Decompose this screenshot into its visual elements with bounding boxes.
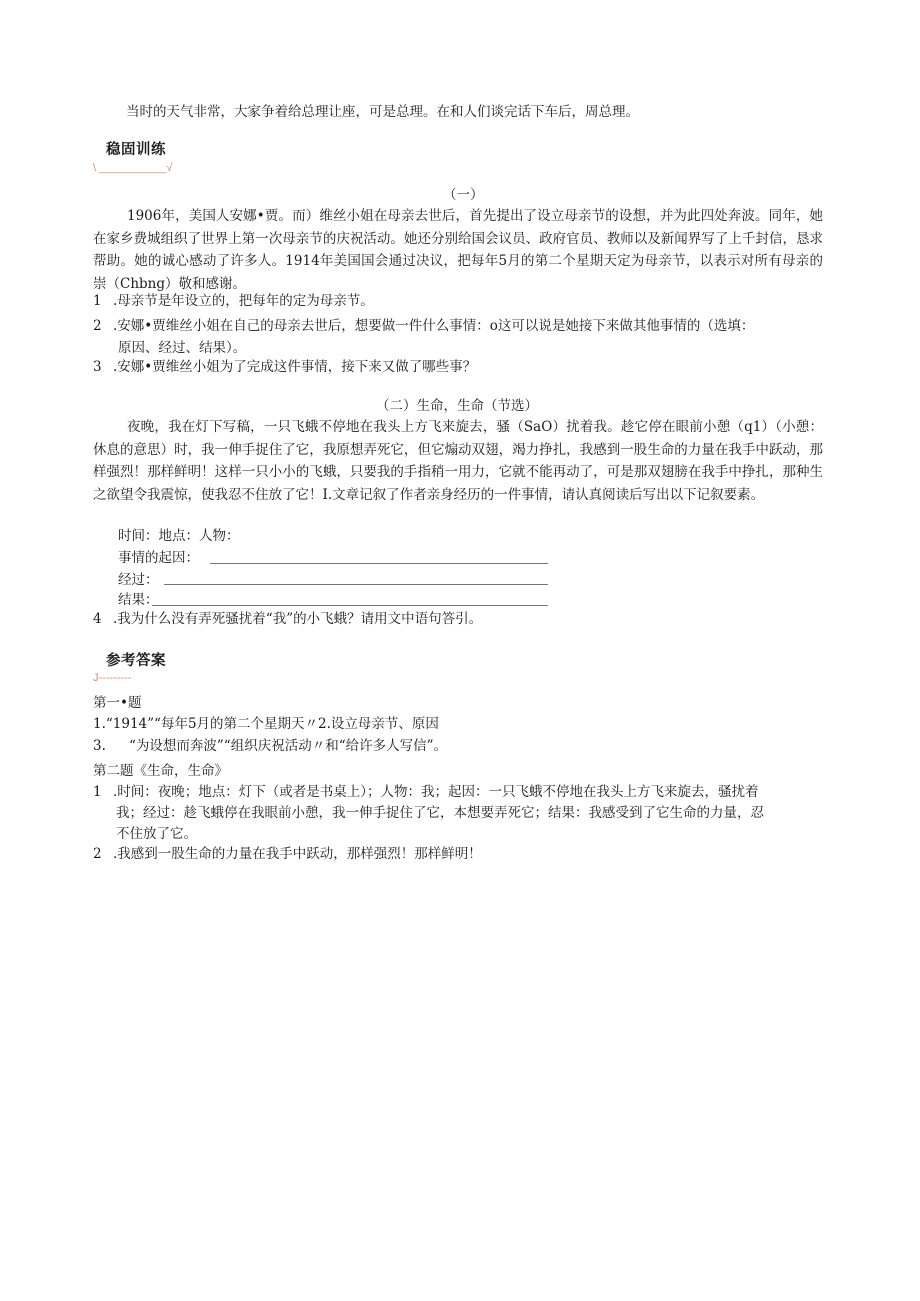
question-number: 3 xyxy=(93,359,102,375)
part1-passage: 1906年，美国人安娜•贾。而）维丝小姐在母亲去世后，首先提出了设立母亲节的设想，并为此四处奔波。同年，她在家乡费城组织了世界上第一次母亲节的庆祝活动。她还分别给国会议员、政府官员、教师以及新闻界写了上千封信，恳求帮助。她的诚心感动了许多人。1914年美国国会通过决议，把每年5月的第二个星期天定为母亲节，以表示对所有母亲的崇（Chbng）敬和感谢。 xyxy=(93,208,823,292)
part1-question-3 xyxy=(93,356,476,378)
field-time-place-person: 时间：地点：人物： xyxy=(118,528,240,544)
answer-number: 2 xyxy=(93,846,102,862)
question-text: .安娜•贾维丝小姐为了完成这件事情，接下来又做了哪些事？ xyxy=(113,359,477,375)
part1-title: （一） xyxy=(443,187,484,203)
answer-part1-line3 xyxy=(93,735,447,757)
practice-heading: 稳固训练 xyxy=(106,142,166,158)
answer-number: 1 xyxy=(93,784,102,800)
part1-question-2 xyxy=(93,315,754,337)
question-number: 1 xyxy=(93,293,102,309)
result-answer-line[interactable] xyxy=(152,605,548,606)
process-answer-line[interactable] xyxy=(164,584,548,585)
field-process-label: 经过： xyxy=(118,572,159,588)
part1-question-1 xyxy=(93,290,374,312)
practice-heading-decoration: \ ___________√ xyxy=(93,162,173,174)
part2-question-4 xyxy=(93,608,482,630)
answer-number: 3. xyxy=(93,738,106,754)
question-number: 2 xyxy=(93,318,102,334)
cause-answer-line[interactable] xyxy=(210,563,548,564)
answer-part1-title: 第一•题 xyxy=(93,695,142,711)
field-cause-label: 事情的起因： xyxy=(118,550,199,566)
question-text: .我为什么没有弄死骚扰着“我”的小飞蛾？请用文中语句答引。 xyxy=(113,611,483,627)
part2-title: （二）生命，生命（节选） xyxy=(376,398,538,414)
answer-text: “为设想而奔波”“组织庆祝活动〃和“给许多人写信”。 xyxy=(129,738,448,754)
question-text: .安娜•贾维丝小姐在自己的母亲去世后，想要做一件什么事情：o这可以说是她接下来做其他事情的（选填： xyxy=(113,318,755,334)
answer-part2-item-1 xyxy=(93,781,759,803)
answer-part2-item-1-cont1: 我；经过：趁飞蛾停在我眼前小憩，我一伸手捉住了它，本想要弄死它；结果：我感受到了它生命的力量，忍 xyxy=(116,805,764,821)
answers-heading-decoration: J--------- xyxy=(93,672,132,684)
answer-text: .时间：夜晚；地点：灯下（或者是书桌上）；人物：我；起因：一只飞蛾不停地在我头上方飞来旋去，骚扰着 xyxy=(113,784,759,800)
answer-part2-item-2 xyxy=(93,843,482,865)
answer-part1-line1: 1.“1914”“每年5月的第二个星期天〃2.设立母亲节、原因 xyxy=(93,716,439,732)
answer-part2-title: 第二题《生命，生命》 xyxy=(93,763,228,779)
answer-text: .我感到一股生命的力量在我手中跃动，那样强烈！那样鲜明！ xyxy=(113,846,482,862)
answer-part2-item-1-cont2: 不住放了它。 xyxy=(116,826,197,842)
intro-line: 当时的天气非常，大家争着给总理让座，可是总理。在和人们谈完话下车后，周总理。 xyxy=(126,104,639,120)
question-text: .母亲节是年设立的，把每年的定为母亲节。 xyxy=(113,293,374,309)
question-number: 4 xyxy=(93,611,102,627)
field-result-label: 结果： xyxy=(118,592,159,608)
part2-passage: 夜晚，我在灯下写稿，一只飞蛾不停地在我头上方飞来旋去，骚（SaO）扰着我。趁它停在眼前小憩（q1）（小憩：休息的意思）时，我一伸手捉住了它，我原想弄死它，但它煽动双翅，竭力挣扎，我感到一股生命的力量在我手中跃动，那样强烈！那样鲜明！这样一只小小的飞蛾，只要我的手指稍一用力，它就不能再动了，可是那双翅膀在我手中挣扎，那种生之欲望令我震惊，使我忍不住放了它！I.文章记叙了作者亲身经历的一件事情，请认真阅读后写出以下记叙要素。 xyxy=(93,419,823,503)
answers-heading: 参考答案 xyxy=(106,653,166,669)
part1-question-2-continued: 原因、经过、结果）。 xyxy=(118,340,247,356)
